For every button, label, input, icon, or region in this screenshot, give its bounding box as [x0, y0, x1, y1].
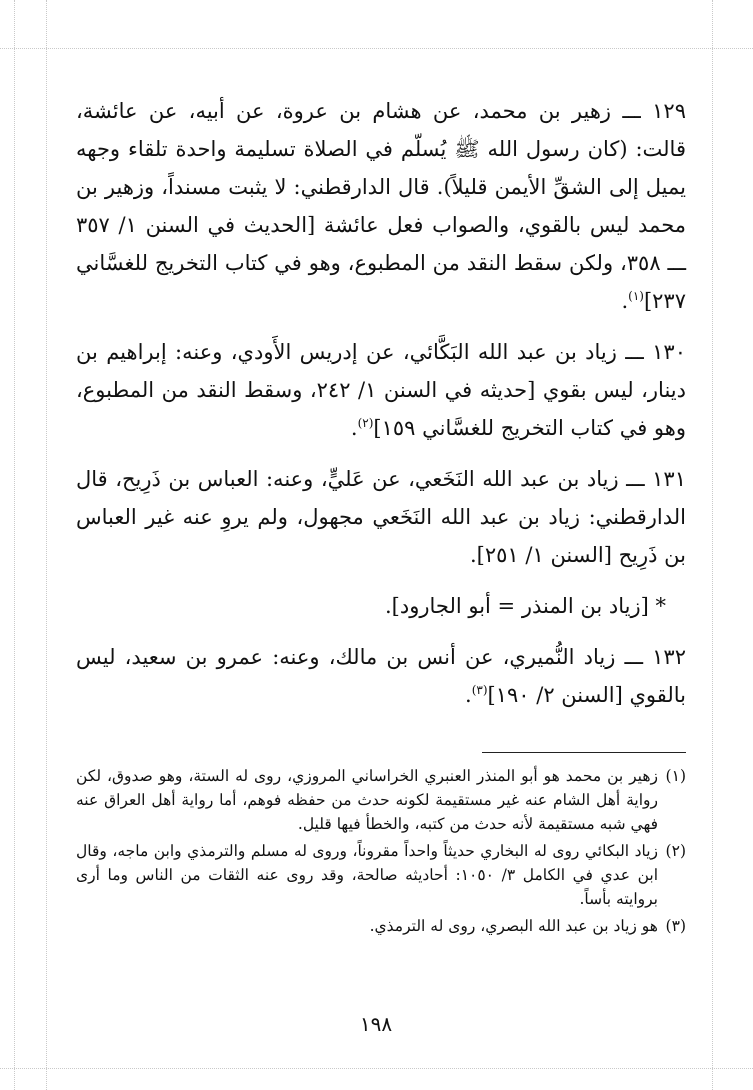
footnote-text: زياد البكائي روى له البخاري حديثاً واحداً مقروناً، وروى له مسلم والترمذي وابن ماجه، وقال ابن عدي في الكامل ٣/ ١٠٥٠: أحاديثه صالحة، وقد روى عنه الثقات من الناس وما أرى بروايته بأساً.: [76, 842, 659, 908]
cross-reference-text: [زياد بن المنذر = أبو الجارود].: [384, 594, 649, 618]
footnote-3: [76, 914, 686, 938]
crop-guide-left: [14, 0, 15, 1090]
entry-number: ١٣١: [652, 467, 686, 491]
entry-number: ١٣٢: [652, 645, 686, 669]
entry-number: ١٣٠: [652, 340, 686, 364]
footnote-ref: (٢): [357, 416, 374, 430]
entry-text: زهير بن محمد، عن هشام بن عروة، عن أبيه، عن عائشة، قالت: (كان رسول الله ﷺ يُسلّم في الصلاة تسليمة واحدة تلقاء وجهه يميل إلى الشقِّ الأيمن قليلاً). قال الدارقطني: لا يثبت مسنداً، وزهير بن محمد ليس بالقوي، والصواب فعل عائشة [الحديث في السنن ١/ ٣٥٧ ـــ ٣٥٨، ولكن سقط النقد من المطبوع، وهو في كتاب التخريج للغسَّاني ٢٣٧]: [76, 99, 686, 313]
entry-separator: ـــ: [626, 467, 645, 491]
entry-end: .: [621, 289, 629, 313]
footnote-2: [76, 839, 686, 911]
entry-separator: ـــ: [624, 645, 643, 669]
entry-131: [76, 460, 686, 574]
crop-guide-top: [0, 48, 753, 49]
footnote-text: زهير بن محمد هو أبو المنذر العنبري الخراساني المروزي، روى له الستة، وهو صدوق، لكن رواية أهل الشام عنه غير مستقيمة لكونه حدث من حفظه فوهم، أما رواية أهل العراق عنه فهي شبه مستقيمة لأنه حدث من كتبه، والخطأ فيها قليل.: [76, 767, 658, 833]
entry-130: [76, 333, 686, 447]
footnote-number: (١): [665, 767, 686, 785]
entry-text: زياد بن عبد الله البَكَّائي، عن إدريس الأَودي، وعنه: إبراهيم بن دينار، ليس بقوي [حديثه في السنن ١/ ٢٤٢، وسقط النقد من المطبوع، وهو في كتاب التخريج للغسَّاني ١٥٩]: [76, 340, 686, 440]
entry-text: زياد النُّميري، عن أنس بن مالك، وعنه: عمرو بن سعيد، ليس بالقوي [السنن ٢/ ١٩٠]: [76, 645, 686, 707]
crop-guide-bottom: [0, 1068, 753, 1069]
footnote-text: هو زياد بن عبد الله البصري، روى له الترمذي.: [369, 917, 658, 935]
cross-reference: [76, 587, 686, 625]
star-icon: *: [655, 594, 666, 618]
crop-guide-right: [712, 0, 713, 1090]
entry-number: ١٢٩: [652, 99, 686, 123]
footnotes: [76, 764, 686, 941]
entry-separator: ـــ: [622, 99, 641, 123]
entry-end: .: [465, 683, 472, 707]
entry-text: زياد بن عبد الله النَخَعي، عن عَليٍّ، وعنه: العباس بن ذَرِيح، قال الدارقطني: زياد بن عبد الله النَخَعي مجهول، ولم يروِ عنه غير العباس بن ذَرِيح [السنن ١/ ٢٥١].: [76, 467, 686, 567]
footnote-ref: (١): [628, 289, 644, 303]
footnote-divider: [482, 752, 686, 753]
crop-guide-left-inner: [46, 0, 47, 1090]
footnote-number: (٣): [665, 917, 686, 935]
entry-132: [76, 638, 686, 714]
footnote-1: [76, 764, 686, 836]
footnote-number: (٢): [665, 842, 686, 860]
main-text: [76, 92, 686, 727]
footnote-ref: (٣): [471, 683, 488, 697]
entry-end: .: [350, 416, 358, 440]
page-number: ١٩٨: [359, 1012, 393, 1036]
entry-separator: ـــ: [625, 340, 644, 364]
entry-129: [76, 92, 686, 320]
